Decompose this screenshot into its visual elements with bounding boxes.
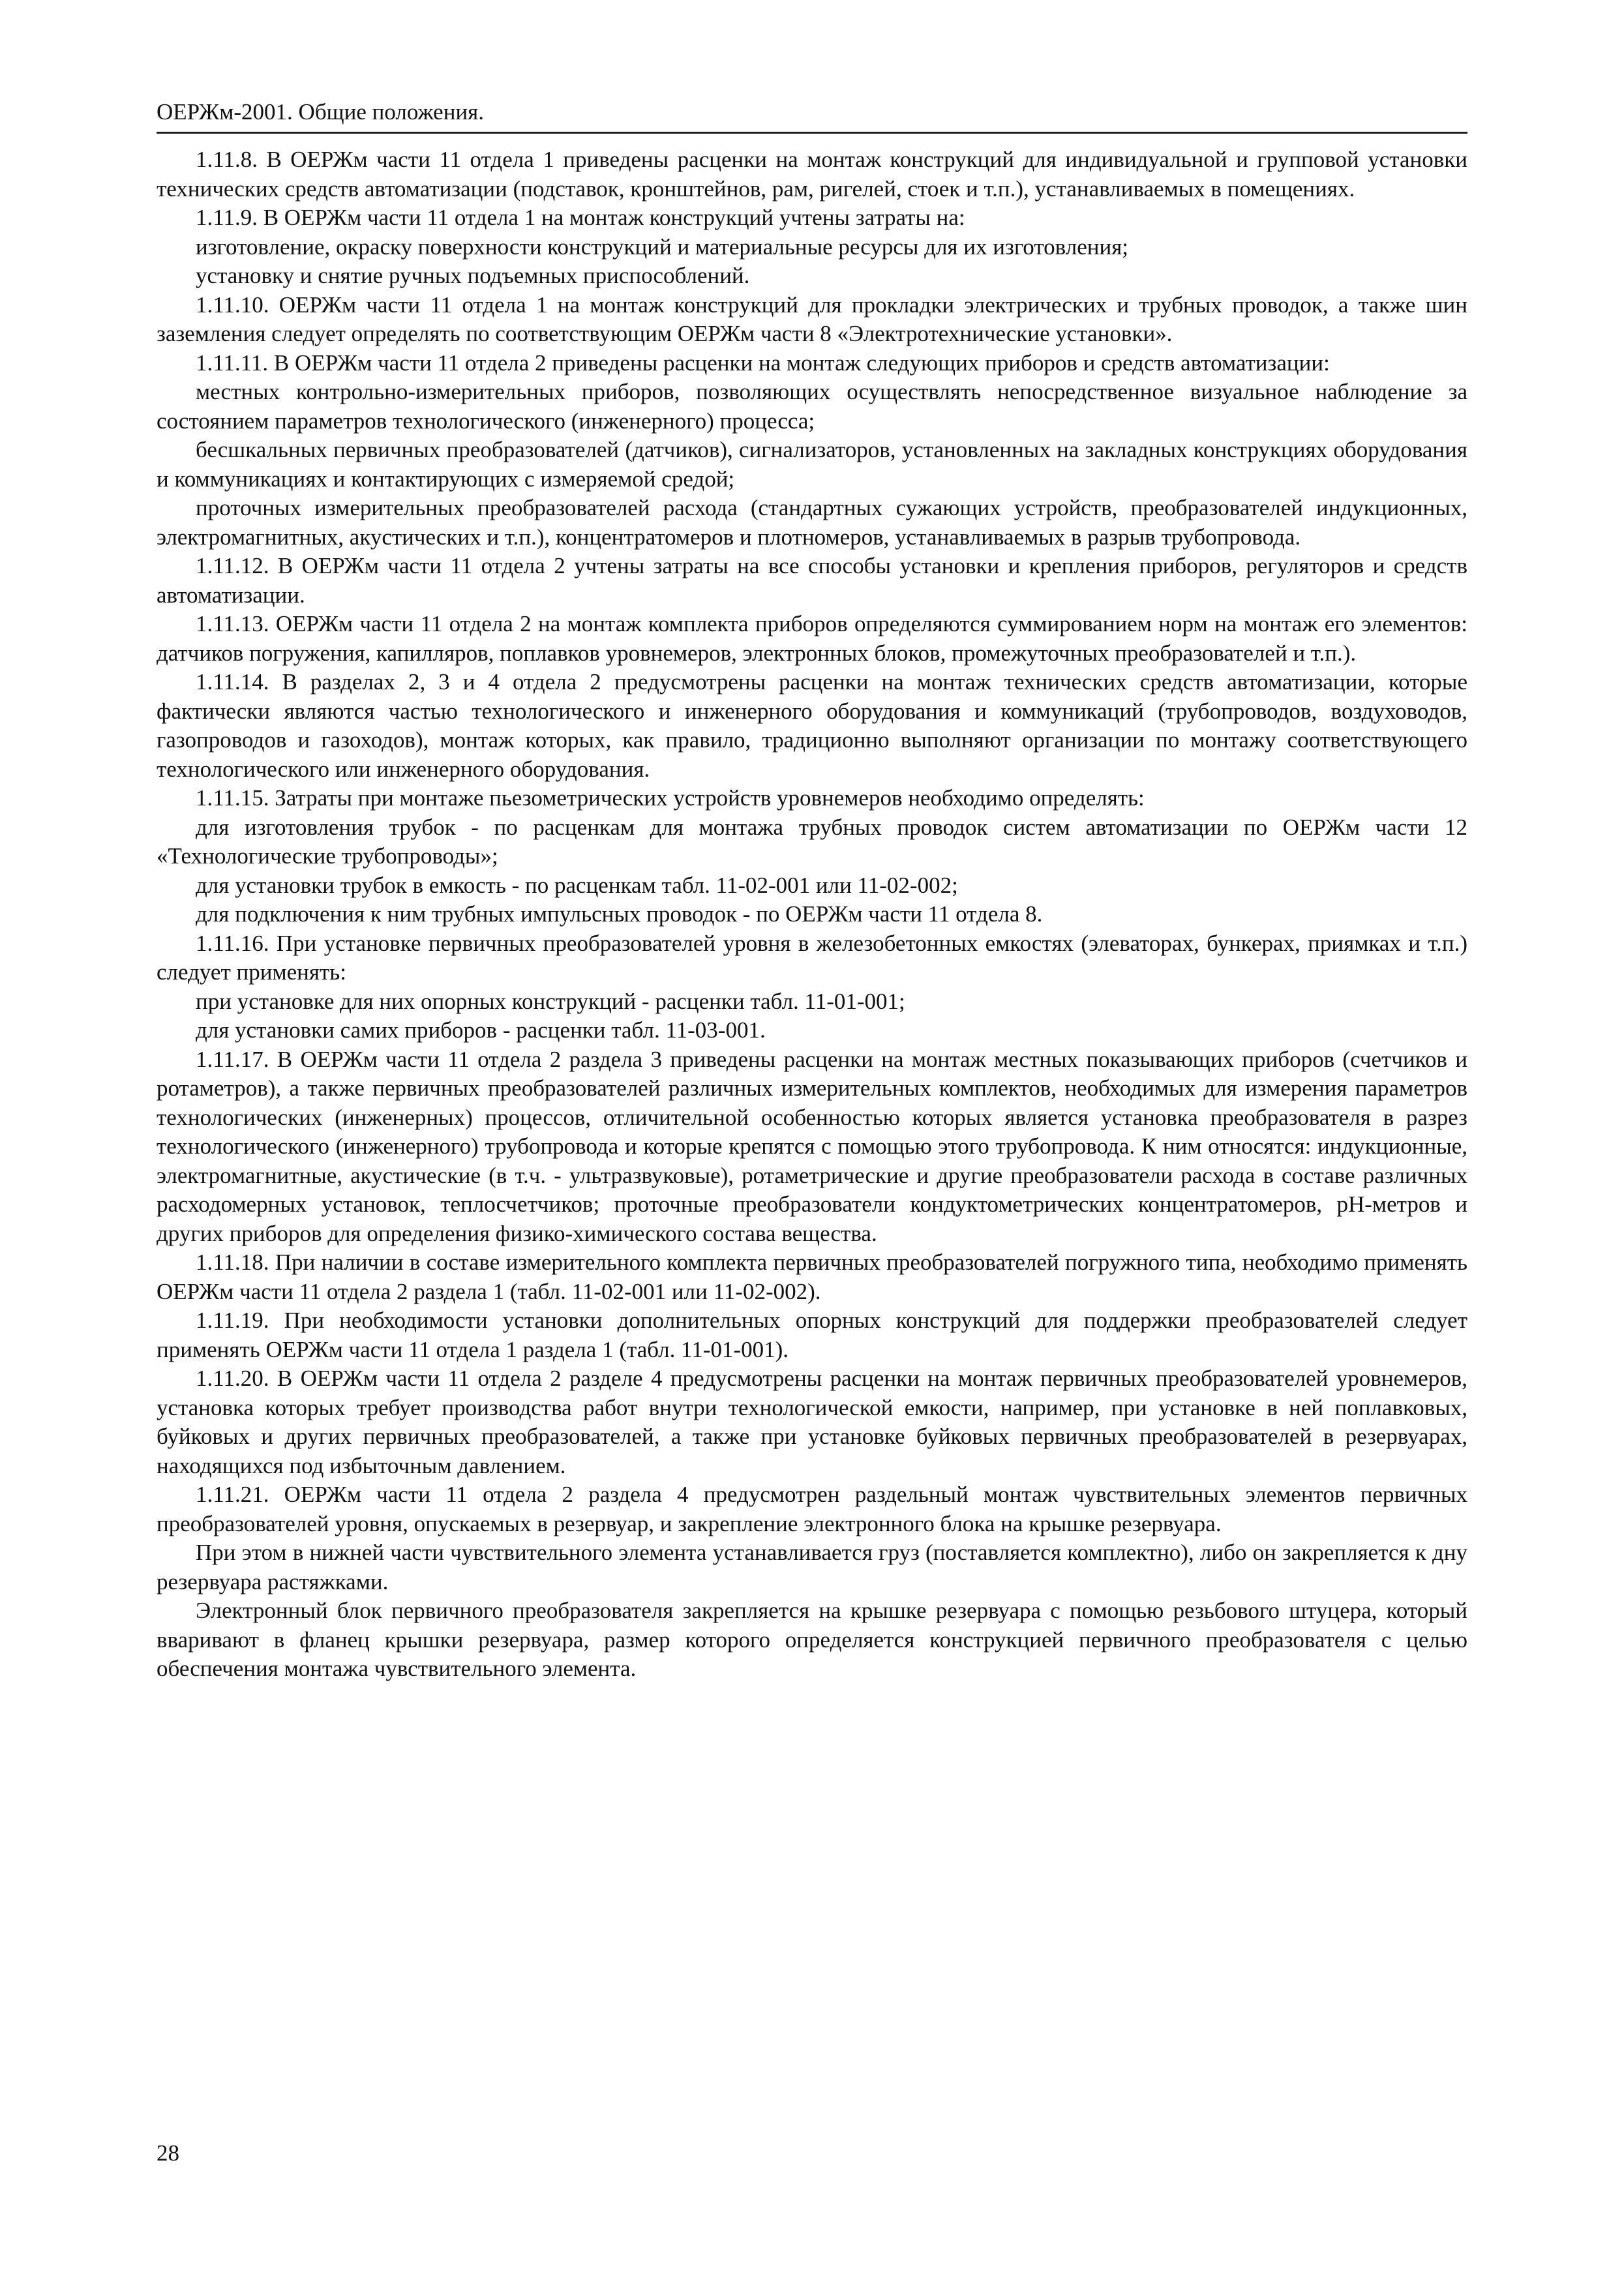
document-page xyxy=(157,98,1467,2237)
list-item: бесшкальных первичных преобразователей (датчиков), сигнализаторов, установленных на закладных конструкциях оборудования и коммуникациях и контактирующих с измеряемой средой; xyxy=(157,437,1467,492)
list-item: для подключения к ним трубных импульсных проводок - по ОЕРЖм части 11 отдела 8. xyxy=(196,901,1043,927)
paragraph-1-11-11: 1.11.11. В ОЕРЖм части 11 отдела 2 приведены расценки на монтаж следующих приборов и средств автоматизации: xyxy=(196,350,1330,376)
list-item: для установки трубок в емкость - по расценкам табл. 11-02-001 или 11-02-002; xyxy=(196,872,958,898)
paragraph-1-11-21: 1.11.21. ОЕРЖм части 11 отдела 2 раздела 4 предусмотрен раздельный монтаж чувствительных элементов первичных преобразователей уровня, опускаемых в резервуар, и закрепление электронного блока на крышке резервуара. xyxy=(157,1482,1467,1536)
paragraph-1-11-13: 1.11.13. ОЕРЖм части 11 отдела 2 на монтаж комплекта приборов определяются суммированием норм на монтаж его элементов: датчиков погружения, капилляров, поплавков уровнемеров, электронных блоков, промежуточных преобразователей и т.п.). xyxy=(157,611,1467,666)
list-item: местных контрольно-измерительных приборов, позволяющих осуществлять непосредственное визуальное наблюдение за состоянием параметров технологического (инженерного) процесса; xyxy=(157,379,1467,434)
paragraph-1-11-15: 1.11.15. Затраты при монтаже пьезометрических устройств уровнемеров необходимо определять: xyxy=(196,785,1145,811)
document-body xyxy=(157,145,1467,1684)
paragraph-weight: При этом в нижней части чувствительного элемента устанавливается груз (поставляется комплектно), либо он закрепляется к дну резервуара растяжками. xyxy=(157,1540,1467,1594)
paragraph-1-11-10: 1.11.10. ОЕРЖм части 11 отдела 1 на монтаж конструкций для прокладки электрических и трубных проводок, а также шин заземления следует определять по соответствующим ОЕРЖм части 8 «Электротехнические установки». xyxy=(157,292,1467,346)
paragraph-1-11-20: 1.11.20. В ОЕРЖм части 11 отдела 2 разделе 4 предусмотрены расценки на монтаж первичных преобразователей уровнемеров, установка которых требует производства работ внутри технологической емкости, например, при установке в ней поплавковых, буйковых и других первичных преобразователей, а также при установке буйковых первичных преобразователей в резервуарах, находящихся под избыточным давлением. xyxy=(157,1366,1467,1478)
page-number: 28 xyxy=(157,2140,179,2166)
paragraph-electronic-block: Электронный блок первичного преобразователя закрепляется на крышке резервуара с помощью резьбового штуцера, который вваривают в фланец крышки резервуара, размер которого определяется конструкцией первичного преобразователя с целью обеспечения монтажа чувствительного элемента. xyxy=(157,1598,1467,1681)
paragraph-1-11-8: 1.11.8. В ОЕРЖм части 11 отдела 1 приведены расценки на монтаж конструкций для индивидуальной и групповой установки технических средств автоматизации (подставок, кронштейнов, рам, ригелей, стоек и т.п.), устанавливаемых в помещениях. xyxy=(157,147,1467,202)
list-item: для изготовления трубок - по расценкам для монтажа трубных проводок систем автоматизации по ОЕРЖм части 12 «Технологические трубопроводы»; xyxy=(157,814,1467,869)
running-header: ОЕРЖм-2001. Общие положения. xyxy=(157,98,1467,134)
list-item: проточных измерительных преобразователей расхода (стандартных сужающих устройств, преобразователей индукционных, электромагнитных, акустических и т.п.), концентратомеров и плотномеров, устанавливаемых в разрыв трубопровода. xyxy=(157,495,1467,550)
list-item: для установки самих приборов - расценки табл. 11-03-001. xyxy=(196,1017,766,1043)
list-item: установку и снятие ручных подъемных приспособлений. xyxy=(196,263,750,288)
paragraph-1-11-19: 1.11.19. При необходимости установки дополнительных опорных конструкций для поддержки преобразователей следует применять ОЕРЖм части 11 отдела 1 раздела 1 (табл. 11-01-001). xyxy=(157,1308,1467,1362)
paragraph-1-11-14: 1.11.14. В разделах 2, 3 и 4 отдела 2 предусмотрены расценки на монтаж технических средств автоматизации, которые фактически являются частью технологического и инженерного оборудования и коммуникаций (трубопроводов, воздуховодов, газопроводов и газоходов), монтаж которых, как правило, традиционно выполняют организации по монтажу соответствующего технологического или инженерного оборудования. xyxy=(157,669,1467,782)
paragraph-1-11-18: 1.11.18. При наличии в составе измерительного комплекта первичных преобразователей погружного типа, необходимо применять ОЕРЖм части 11 отдела 2 раздела 1 (табл. 11-02-001 или 11-02-002). xyxy=(157,1249,1467,1304)
paragraph-1-11-9: 1.11.9. В ОЕРЖм части 11 отдела 1 на монтаж конструкций учтены затраты на: xyxy=(196,205,965,230)
paragraph-1-11-16: 1.11.16. При установке первичных преобразователей уровня в железобетонных емкостях (элеваторах, бункерах, приямках и т.п.) следует применять: xyxy=(157,930,1467,985)
paragraph-1-11-17: 1.11.17. В ОЕРЖм части 11 отдела 2 раздела 3 приведены расценки на монтаж местных показывающих приборов (счетчиков и ротаметров), а также первичных преобразователей различных измерительных комплектов, необходимых для измерения параметров технологических (инженерных) процессов, отличительной особенностью которых является установка преобразователя в разрез технологического (инженерного) трубопровода и которые крепятся с помощью этого трубопровода. К ним относятся: индукционные, электромагнитные, акустические (в т.ч. - ультразвуковые), ротаметрические и другие преобразователи расхода в составе различных расходомерных установок, теплосчетчиков; проточные преобразователи кондуктометрических концентратомеров, pH-метров и других приборов для определения физико-химического состава вещества. xyxy=(157,1046,1467,1246)
list-item: при установке для них опорных конструкций - расценки табл. 11-01-001; xyxy=(196,988,905,1014)
list-item: изготовление, окраску поверхности конструкций и материальные ресурсы для их изготовления; xyxy=(196,233,1129,260)
paragraph-1-11-12: 1.11.12. В ОЕРЖм части 11 отдела 2 учтены затраты на все способы установки и крепления приборов, регуляторов и средств автоматизации. xyxy=(157,553,1467,608)
